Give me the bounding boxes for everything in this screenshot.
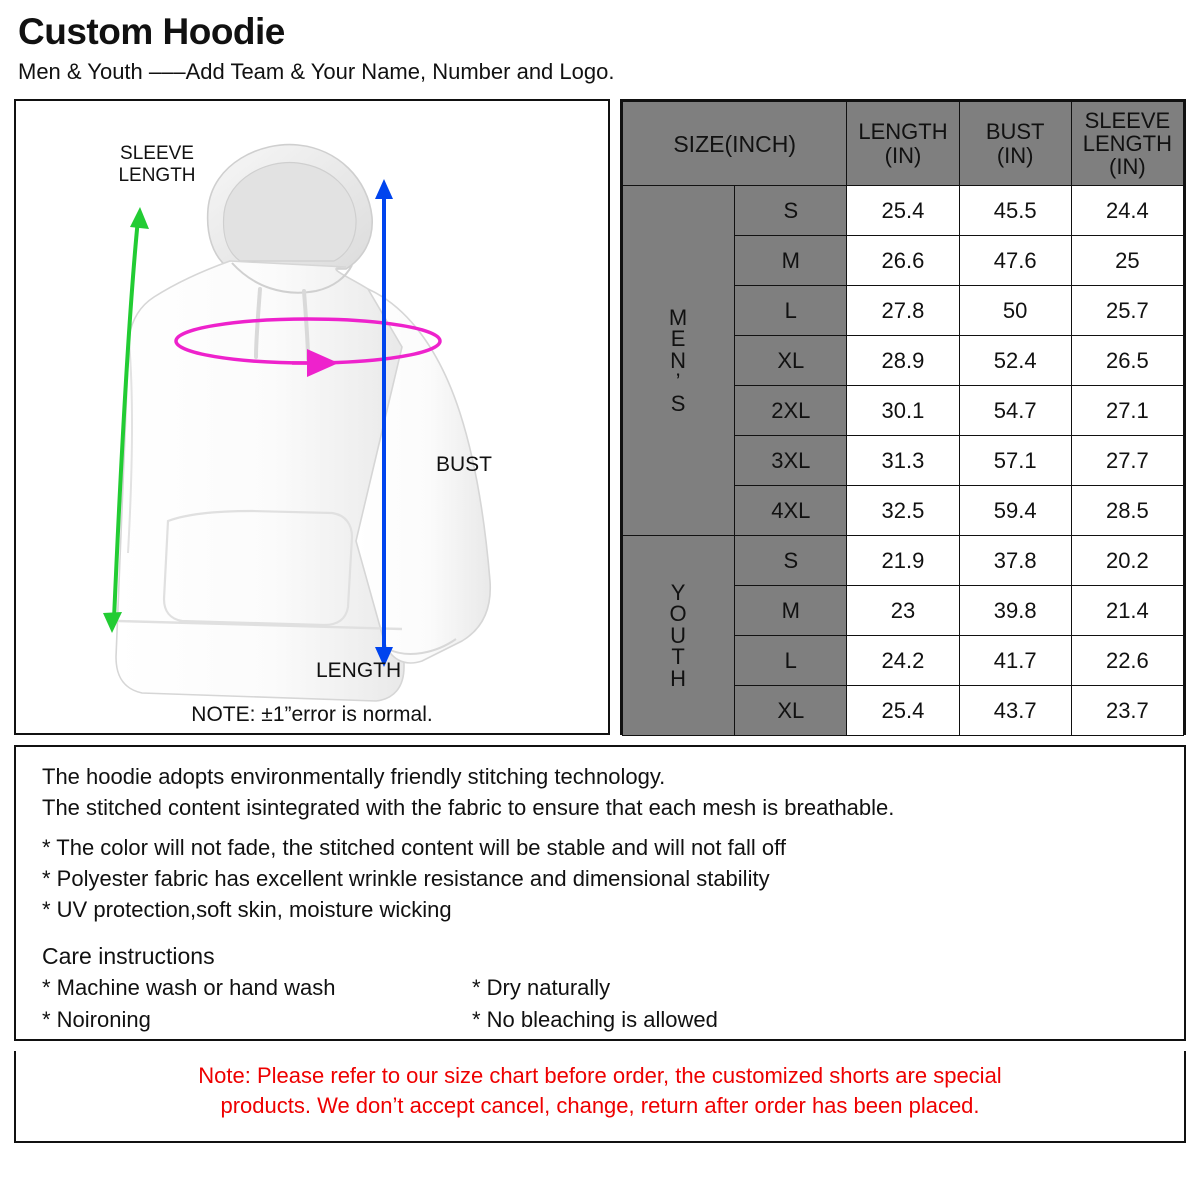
column-header-length-line1: LENGTH bbox=[858, 119, 948, 145]
group-label-youth-l4: T bbox=[671, 644, 686, 670]
cell-size: M bbox=[735, 586, 847, 636]
cell-bust: 50 bbox=[959, 286, 1071, 336]
measurement-note: NOTE: ±1”error is normal. bbox=[191, 703, 433, 727]
size-table-panel bbox=[620, 99, 1186, 735]
column-header-sleeve-line2: LENGTH bbox=[1082, 131, 1172, 157]
group-label-mens bbox=[623, 186, 735, 536]
cell-size: XL bbox=[735, 336, 847, 386]
cell-size: L bbox=[735, 286, 847, 336]
cell-sleeve: 23.7 bbox=[1071, 686, 1183, 736]
care-item: * No bleaching is allowed bbox=[472, 1007, 718, 1033]
description-line: The stitched content isintegrated with the fabric to ensure that each mesh is breathable. bbox=[42, 795, 895, 821]
cell-length: 24.2 bbox=[847, 636, 959, 686]
cell-sleeve: 24.4 bbox=[1071, 186, 1183, 236]
cell-length: 30.1 bbox=[847, 386, 959, 436]
page-title: Custom Hoodie bbox=[18, 11, 285, 52]
cell-length: 23 bbox=[847, 586, 959, 636]
cell-bust: 37.8 bbox=[959, 536, 1071, 586]
cell-length: 25.4 bbox=[847, 186, 959, 236]
cell-sleeve: 21.4 bbox=[1071, 586, 1183, 636]
description-line: * Polyester fabric has excellent wrinkle resistance and dimensional stability bbox=[42, 865, 770, 891]
group-label-youth-l5: H bbox=[670, 665, 688, 691]
cell-bust: 41.7 bbox=[959, 636, 1071, 686]
table-header-row bbox=[623, 102, 1184, 186]
group-label-youth-l1: Y bbox=[670, 579, 687, 605]
cell-size: L bbox=[735, 636, 847, 686]
cell-size: 2XL bbox=[735, 386, 847, 436]
cell-bust: 43.7 bbox=[959, 686, 1071, 736]
group-label-mens-l2: E bbox=[670, 326, 687, 352]
bust-label: BUST bbox=[436, 453, 493, 477]
group-label-youth-l2: O bbox=[669, 601, 688, 627]
order-policy-note-line2: products. We don’t accept cancel, change, return after order has been placed. bbox=[220, 1092, 980, 1118]
column-header-length bbox=[847, 102, 959, 186]
cell-length: 28.9 bbox=[847, 336, 959, 386]
column-header-size bbox=[623, 102, 847, 186]
cell-length: 31.3 bbox=[847, 436, 959, 486]
column-header-sleeve-line1: SLEEVE bbox=[1084, 107, 1171, 133]
page-subtitle: Men & Youth –––Add Team & Your Name, Number and Logo. bbox=[18, 58, 615, 84]
cell-size: 3XL bbox=[735, 436, 847, 486]
hoodie-shape bbox=[116, 145, 493, 701]
description-line: The hoodie adopts environmentally friendly stitching technology. bbox=[42, 764, 666, 790]
cell-size: XL bbox=[735, 686, 847, 736]
group-label-mens-l1: M bbox=[668, 304, 689, 330]
cell-bust: 47.6 bbox=[959, 236, 1071, 286]
table-row bbox=[623, 186, 1184, 236]
cell-bust: 59.4 bbox=[959, 486, 1071, 536]
column-header-bust-line2: (IN) bbox=[996, 142, 1034, 168]
cell-length: 26.6 bbox=[847, 236, 959, 286]
column-header-length-line2: (IN) bbox=[884, 142, 922, 168]
cell-sleeve: 25.7 bbox=[1071, 286, 1183, 336]
group-label-mens-l3: N bbox=[670, 347, 688, 373]
description-panel bbox=[14, 745, 1186, 1041]
cell-sleeve: 22.6 bbox=[1071, 636, 1183, 686]
column-header-sleeve bbox=[1071, 102, 1183, 186]
cell-sleeve: 26.5 bbox=[1071, 336, 1183, 386]
care-item: * Noironing bbox=[42, 1007, 151, 1033]
column-header-bust bbox=[959, 102, 1071, 186]
sleeve-length-label bbox=[92, 143, 222, 187]
hoodie-illustration-panel bbox=[14, 99, 610, 735]
size-table bbox=[622, 101, 1184, 736]
cell-bust: 52.4 bbox=[959, 336, 1071, 386]
cell-sleeve: 27.1 bbox=[1071, 386, 1183, 436]
spacer bbox=[42, 824, 1158, 832]
cell-size: S bbox=[735, 186, 847, 236]
group-label-mens-l4: ’ bbox=[675, 369, 682, 395]
cell-bust: 39.8 bbox=[959, 586, 1071, 636]
cell-length: 32.5 bbox=[847, 486, 959, 536]
cell-sleeve: 28.5 bbox=[1071, 486, 1183, 536]
care-item: * Dry naturally bbox=[472, 975, 611, 1001]
cell-size: 4XL bbox=[735, 486, 847, 536]
column-header-sleeve-line3: (IN) bbox=[1109, 154, 1146, 180]
column-header-bust-line1: BUST bbox=[985, 119, 1045, 145]
cell-sleeve: 25 bbox=[1071, 236, 1183, 286]
main-content bbox=[14, 99, 1186, 735]
length-label: LENGTH bbox=[316, 659, 402, 683]
cell-sleeve: 20.2 bbox=[1071, 536, 1183, 586]
cell-size: M bbox=[735, 236, 847, 286]
hoodie-diagram bbox=[16, 101, 608, 733]
description-line: * UV protection,soft skin, moisture wicking bbox=[42, 897, 452, 923]
cell-bust: 54.7 bbox=[959, 386, 1071, 436]
group-label-youth-l3: U bbox=[670, 622, 688, 648]
cell-length: 21.9 bbox=[847, 536, 959, 586]
cell-size: S bbox=[735, 536, 847, 586]
order-policy-note-line1: Note: Please refer to our size chart before order, the customized shorts are special bbox=[198, 1063, 1002, 1089]
order-policy-note bbox=[14, 1051, 1186, 1143]
cell-bust: 57.1 bbox=[959, 436, 1071, 486]
column-header-size-text: SIZE(INCH) bbox=[673, 130, 797, 157]
sleeve-length-label-line1: SLEEVE bbox=[120, 143, 194, 165]
cell-sleeve: 27.7 bbox=[1071, 436, 1183, 486]
group-label-mens-l5: S bbox=[670, 390, 687, 416]
table-row bbox=[623, 536, 1184, 586]
description-line: * The color will not fade, the stitched content will be stable and will not fall off bbox=[42, 834, 786, 860]
header bbox=[0, 0, 1200, 85]
care-item: * Machine wash or hand wash bbox=[42, 975, 336, 1001]
care-instructions-title: Care instructions bbox=[42, 943, 215, 970]
cell-length: 27.8 bbox=[847, 286, 959, 336]
care-instructions-list bbox=[42, 972, 1158, 1036]
group-label-youth bbox=[623, 536, 735, 736]
cell-bust: 45.5 bbox=[959, 186, 1071, 236]
cell-length: 25.4 bbox=[847, 686, 959, 736]
sleeve-length-label-line2: LENGTH bbox=[118, 164, 196, 186]
